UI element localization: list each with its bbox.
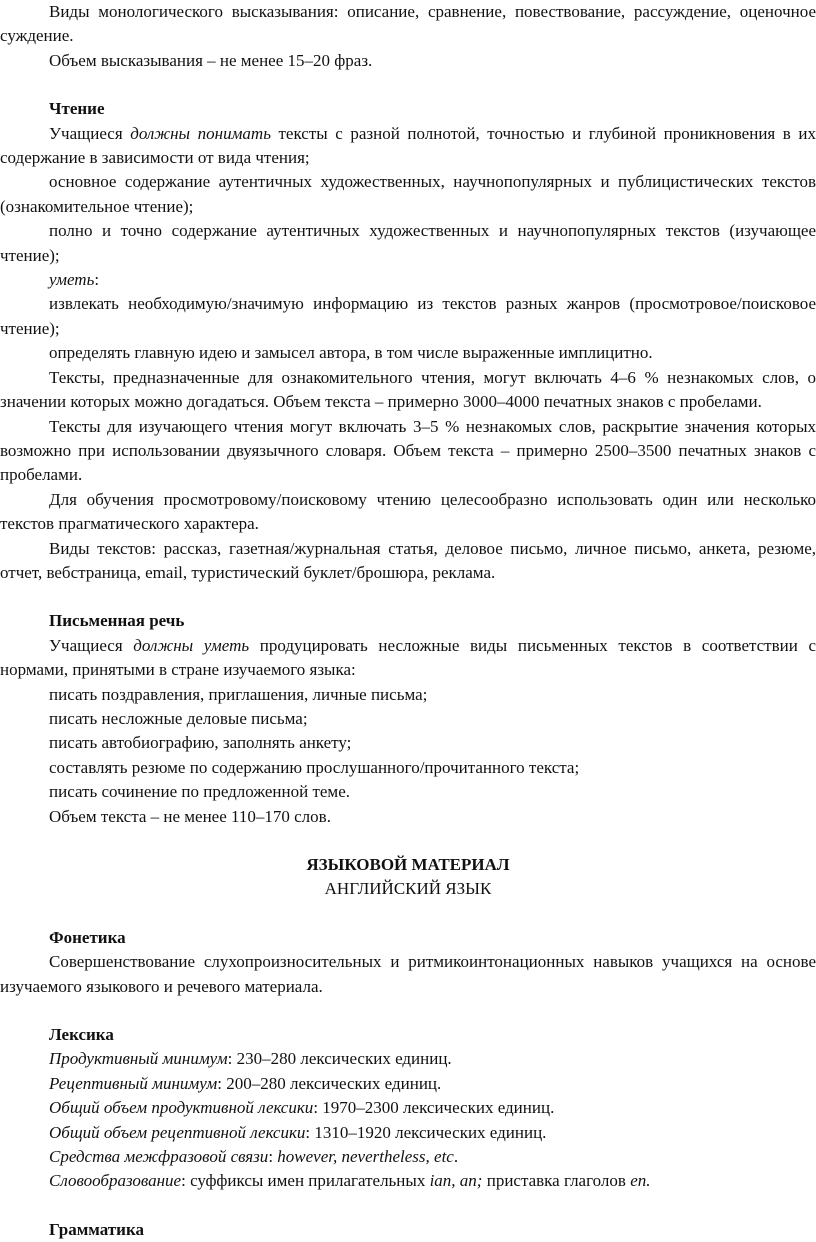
writing-item: составлять резюме по содержанию прослушанного/прочитанного текста; xyxy=(49,757,580,777)
writing-volume: Объем текста – не менее 110–170 слов. xyxy=(49,806,331,826)
writing-item: писать автобиографию, заполнять анкету; xyxy=(49,733,352,753)
lexis-total-receptive: Общий объем рецептивной лексики: 1310–1920 лексических единиц. xyxy=(49,1122,547,1142)
paragraph-reading-full: полно и точно содержание аутентичных художественных и научнопопулярных текстов (изучающее чтение); xyxy=(0,221,816,265)
lexis-word-formation: Словообразование: суффиксы имен прилагательных ian, an; приставка глаголов en. xyxy=(49,1171,651,1191)
paragraph-reading-intro-texts: Тексты, предназначенные для ознакомительного чтения, могут включать 4–6 % незнакомых слов, о значении которых можно догадаться. Объем текста – примерно 3000–4000 печатных знаков с пробелами. xyxy=(0,367,816,412)
paragraph-reading-text-types: Виды текстов: рассказ, газетная/журнальная статья, деловое письмо, личное письмо, анкета, резюме, отчет, вебстраница, email, туристический буклет/брошюра, реклама. xyxy=(0,538,816,582)
paragraph-phonetics: Совершенствование слухопроизносительных и ритмикоинтонационных навыков учащихся на основе изучаемого языкового и речевого материала. xyxy=(0,952,816,996)
writing-item: писать поздравления, приглашения, личные письма; xyxy=(49,684,428,704)
section-subtitle: АНГЛИЙСКИЙ ЯЗЫК xyxy=(324,879,492,899)
heading-lexis: Лексика xyxy=(49,1025,114,1045)
heading-grammar: Грамматика xyxy=(49,1219,144,1239)
writing-item: писать несложные деловые письма; xyxy=(49,708,308,728)
heading-writing: Письменная речь xyxy=(49,611,185,631)
paragraph-volume: Объем высказывания – не менее 15–20 фраз. xyxy=(49,50,373,70)
lexis-linking: Средства межфразовой связи: however, nevertheless, etc. xyxy=(49,1147,459,1167)
paragraph-reading-intro: Учащиеся должны понимать тексты с разной полнотой, точностью и глубиной проникновения в их содержание в зависимости от вида чтения; xyxy=(0,123,816,168)
paragraph-reading-skills: уметь: xyxy=(49,270,100,290)
lexis-productive: Продуктивный минимум: 230–280 лексических единиц. xyxy=(49,1049,452,1069)
paragraph-reading-main: основное содержание аутентичных художественных, научнопопулярных и публицистических текстов (ознакомительное чтение); xyxy=(0,172,816,216)
writing-item: писать сочинение по предложенной теме. xyxy=(49,782,350,802)
paragraph-reading-extract: извлекать необходимую/значимую информацию из текстов разных жанров (просмотровое/поисковое чтение); xyxy=(0,294,816,338)
paragraph-monologue-types: Виды монологического высказывания: описание, сравнение, повествование, рассуждение, оценочное суждение. xyxy=(0,2,816,46)
lexis-total-productive: Общий объем продуктивной лексики: 1970–2300 лексических единиц. xyxy=(49,1098,555,1118)
heading-reading: Чтение xyxy=(49,99,105,119)
paragraph-writing-intro: Учащиеся должны уметь продуцировать несложные виды письменных текстов в соответствии с нормами, принятыми в стране изучаемого языка: xyxy=(0,635,816,680)
paragraph-reading-idea: определять главную идею и замысел автора, в том числе выраженные имплицитно. xyxy=(49,343,653,363)
lexis-receptive: Рецептивный минимум: 200–280 лексических единиц. xyxy=(49,1073,442,1093)
section-title: ЯЗЫКОВОЙ МАТЕРИАЛ xyxy=(306,855,510,874)
paragraph-reading-study-texts: Тексты для изучающего чтения могут включать 3–5 % незнакомых слов, раскрытие значения которых возможно при использовании двуязычного словаря. Объем текста – примерно 2500–3500 печатных знаков с пробелами. xyxy=(0,416,816,485)
heading-phonetics: Фонетика xyxy=(49,927,126,947)
paragraph-reading-search: Для обучения просмотровому/поисковому чтению целесообразно использовать один или несколько текстов прагматического характера. xyxy=(0,489,816,534)
